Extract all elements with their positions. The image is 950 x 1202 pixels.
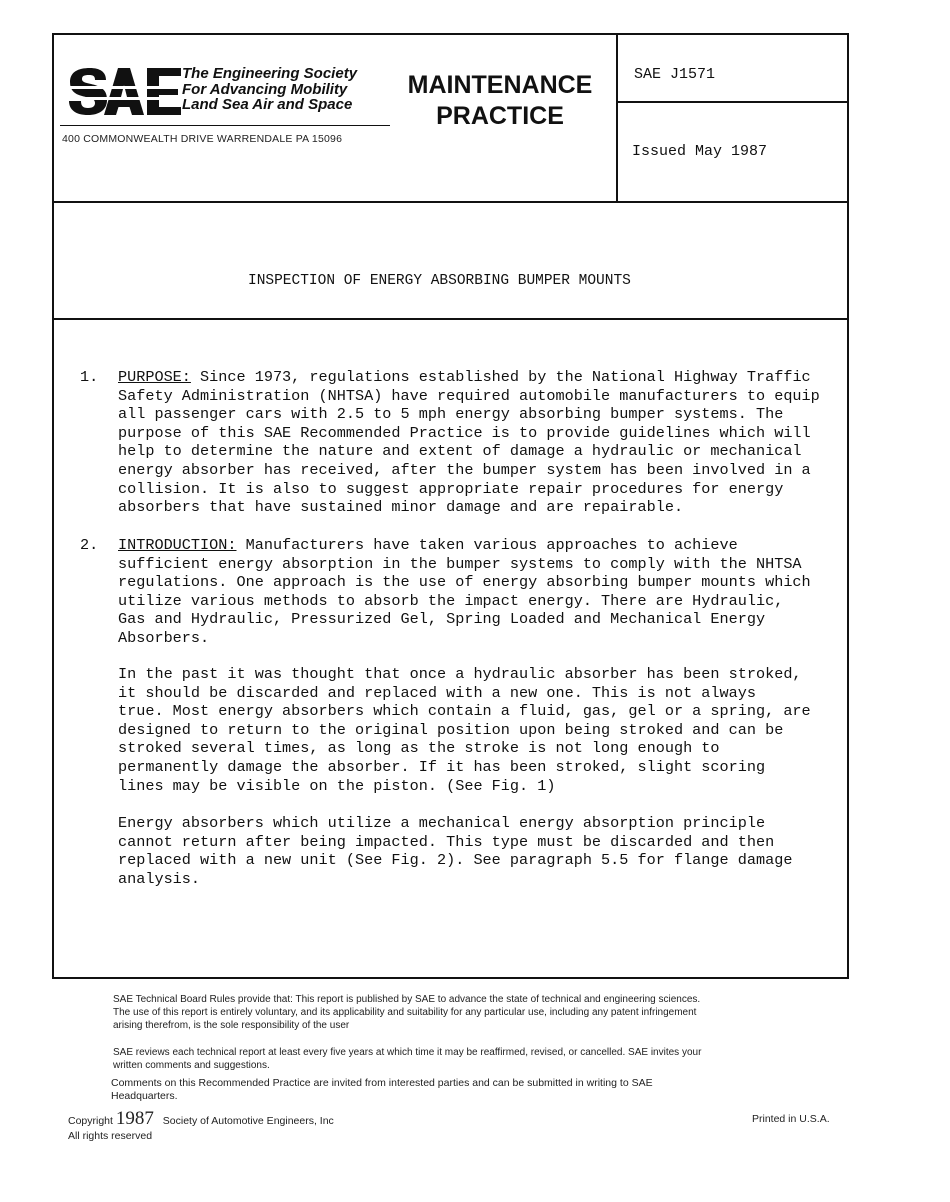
document-title: INSPECTION OF ENERGY ABSORBING BUMPER MOUNTS	[248, 273, 631, 289]
footer-review	[113, 1046, 701, 1072]
footer-comments	[111, 1077, 653, 1103]
copyright	[68, 1108, 334, 1144]
sae-logo	[68, 66, 182, 124]
section-line: Gas and Hydraulic, Pressurized Gel, Spring Loaded and Mechanical Energy	[118, 610, 766, 629]
paragraph-line: replaced with a new unit (See Fig. 2). See paragraph 5.5 for flange damage	[118, 851, 793, 870]
footer-line: SAE reviews each technical report at least every five years at which time it may be reaffirmed, revised, or cancelled. SAE invites your	[113, 1047, 702, 1058]
section-line: regulations. One approach is the use of energy absorbing bumper mounts which	[118, 573, 811, 592]
section-line: Absorbers.	[118, 628, 210, 647]
section-line: energy absorber has received, after the bumper system has been involved in a	[118, 460, 811, 479]
section-line: utilize various methods to absorb the impact energy. There are Hydraulic,	[118, 591, 784, 610]
header-column-divider	[616, 35, 618, 201]
footer-line: Comments on this Recommended Practice are invited from interested parties and can be submitted in writing to SAE	[111, 1077, 653, 1089]
paragraph-line: true. Most energy absorbers which contain a fluid, gas, gel or a spring, are	[118, 702, 811, 721]
paragraph-line: stroked several times, as long as the stroke is not long enough to	[118, 739, 720, 758]
footer-line: arising therefrom, is the sole responsibility of the user	[113, 1020, 350, 1031]
footer-line: written comments and suggestions.	[113, 1060, 270, 1071]
footer-line: The use of this report is entirely voluntary, and its applicability and suitability for any particular use, including any patent infringement	[113, 1007, 697, 1018]
section-number: 1.	[80, 368, 99, 386]
rights-reserved: All rights reserved	[68, 1130, 153, 1142]
tagline-line: For Advancing Mobility	[182, 80, 348, 98]
footer-line: SAE Technical Board Rules provide that: This report is published by SAE to advance the state of technical and engineering sciences.	[113, 994, 701, 1005]
paragraph-line: cannot return after being impacted. This type must be discarded and then	[118, 832, 775, 851]
footer-rules	[113, 993, 700, 1032]
header-divider	[54, 201, 847, 203]
section-line: purpose of this SAE Recommended Practice is to provide guidelines which will	[118, 423, 811, 442]
org-tagline	[182, 66, 357, 113]
logo-rule	[60, 125, 390, 126]
section-number: 2.	[80, 536, 99, 554]
section-line: Safety Administration (NHTSA) have required automobile manufacturers to equip	[118, 386, 820, 405]
section-line: all passenger cars with 2.5 to 5 mph energy absorbing bumper systems. The	[118, 405, 784, 424]
doc-type-line: MAINTENANCE	[407, 71, 593, 99]
footer-line: Headquarters.	[111, 1090, 178, 1102]
section-line: absorbers that have sustained minor damage and are repairable.	[118, 498, 684, 517]
doc-type	[396, 70, 604, 132]
issued-date: Issued May 1987	[632, 143, 768, 160]
doc-number-divider	[616, 101, 847, 103]
tagline-line: The Engineering Society	[182, 65, 358, 82]
section-line: sufficient energy absorption in the bumper systems to comply with the NHTSA	[118, 554, 802, 573]
paragraph	[118, 665, 811, 795]
paragraph-line: designed to return to the original position upon being stroked and can be	[118, 720, 784, 739]
section-heading: INTRODUCTION:	[118, 536, 237, 554]
copyright-holder: Society of Automotive Engineers, Inc	[162, 1115, 334, 1127]
copyright-year: 1987	[115, 1108, 154, 1129]
section-line: help to determine the nature and extent of damage a hydraulic or mechanical	[118, 442, 802, 461]
doc-type-line: PRACTICE	[436, 102, 564, 130]
paragraph-line: permanently damage the absorber. If it has been stroked, slight scoring	[118, 757, 766, 776]
paragraph	[118, 814, 792, 888]
title-divider	[54, 318, 847, 320]
section-first-line: Manufacturers have taken various approaches to achieve	[236, 536, 738, 554]
printed-in: Printed in U.S.A.	[752, 1113, 830, 1125]
tagline-line: Land Sea Air and Space	[182, 96, 353, 113]
paragraph-line: lines may be visible on the piston. (See Fig. 1)	[118, 776, 556, 795]
paragraph-line: it should be discarded and replaced with a new one. This is not always	[118, 683, 756, 702]
address: 400 COMMONWEALTH DRIVE WARRENDALE PA 15096	[62, 133, 343, 145]
section-first-line: Since 1973, regulations established by the National Highway Traffic	[190, 368, 811, 386]
section-heading: PURPOSE:	[118, 368, 191, 386]
copyright-label: Copyright	[68, 1115, 113, 1127]
paragraph-line: In the past it was thought that once a hydraulic absorber has been stroked,	[118, 665, 802, 683]
paragraph-line: analysis.	[118, 869, 201, 888]
section-line: collision. It is also to suggest appropriate repair procedures for energy	[118, 479, 784, 498]
paragraph-line: Energy absorbers which utilize a mechanical energy absorption principle	[118, 814, 766, 832]
doc-number: SAE J1571	[634, 66, 716, 83]
